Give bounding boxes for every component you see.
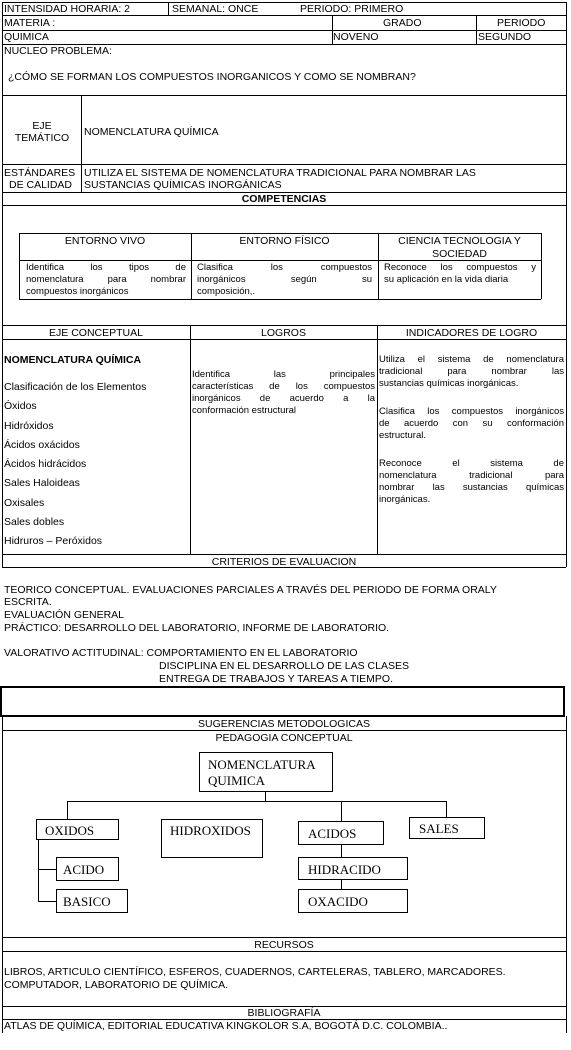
- eje-conceptual-header: EJE CONCEPTUAL: [49, 327, 143, 339]
- indicador-3-line: Reconoce el sistema de: [379, 458, 564, 469]
- valorativo-3: ENTREGA DE TRABAJOS Y TAREAS A TIEMPO.: [159, 673, 393, 685]
- node-sales: SALES: [409, 817, 485, 839]
- rule: [2, 325, 566, 326]
- estandares-line-1: UTILIZA EL SISTEMA DE NOMENCLATURA TRADICIONAL PARA NOMBRAR LAS: [84, 167, 476, 179]
- rule: [19, 260, 541, 261]
- semanal: SEMANAL: ONCE: [172, 3, 259, 15]
- indicador-1-line: Utiliza el sistema de nomenclatura: [379, 354, 564, 365]
- recursos-line-2: COMPUTADOR, LABORATORIO DE QUÍMICA.: [4, 979, 229, 991]
- connector: [38, 901, 56, 902]
- indicador-2-line: Clasifica los compuestos inorgánicos: [379, 406, 564, 417]
- recursos-title: RECURSOS: [254, 939, 314, 951]
- rule: [19, 233, 541, 234]
- rule: [566, 95, 567, 325]
- logros-line: inorgánicos de acuerdo a la: [192, 393, 375, 404]
- rule: [2, 2, 3, 95]
- concept-map-root: [199, 752, 333, 792]
- entorno-vivo-line: nomenclatura para nombrar: [26, 274, 186, 285]
- nucleo-label: NUCLEO PROBLEMA:: [4, 45, 112, 57]
- competencias-title: COMPETENCIAS: [241, 193, 327, 205]
- cts-line: su aplicación en la vida diaria: [384, 274, 509, 285]
- estandares-label-1: ESTÁNDARES: [4, 167, 76, 179]
- practico: PRÁCTICO: DESARROLLO DEL LABORATORIO, INFORME DE LABORATORIO.: [4, 622, 390, 634]
- cts-header-1: CIENCIA TECNOLOGIA Y: [398, 235, 521, 247]
- rule: [2, 937, 566, 938]
- intensidad-horaria: INTENSIDAD HORARIA: 2: [4, 3, 131, 15]
- estandares-line-2: SUSTANCIAS QUÍMICAS INORGÁNICAS: [84, 179, 282, 191]
- estandares-label-2: DE CALIDAD: [9, 179, 73, 191]
- concept-item: Clasificación de los Elementos: [4, 381, 147, 393]
- rule: [2, 205, 566, 206]
- rule: [2, 339, 566, 340]
- concept-item: Óxidos: [4, 400, 37, 412]
- logros-header: LOGROS: [261, 327, 306, 339]
- valorativo-2: DISCIPLINA EN EL DESARROLLO DE LAS CLASES: [159, 660, 409, 672]
- entorno-vivo-line: compuestos inorgánicos: [26, 286, 129, 297]
- teorico-line-2: ESCRITA.: [4, 596, 52, 608]
- node-oxidos: OXIDOS: [36, 819, 119, 840]
- concept-item: Sales Haloideas: [4, 477, 80, 489]
- rule: [566, 716, 567, 1033]
- concept-item: Oxisales: [4, 497, 45, 509]
- rule: [566, 325, 567, 567]
- entorno-fisico-line: composición,.: [197, 286, 256, 297]
- indicador-1-line: tradicional para nombrar las: [379, 366, 564, 377]
- indicadores-header: INDICADORES DE LOGRO: [405, 327, 538, 339]
- rule: [563, 686, 565, 716]
- eje-value: NOMENCLATURA QUÍMICA: [84, 126, 219, 138]
- valorativo: VALORATIVO ACTITUDINAL: COMPORTAMIENTO EN EL LABORATORIO: [4, 647, 358, 659]
- node-acidos: ACIDOS: [298, 821, 384, 845]
- eje-label-1: EJE: [32, 120, 52, 132]
- teorico-line-1: TEORICO CONCEPTUAL. EVALUACIONES PARCIALES A TRAVÉS DEL PERIODO DE FORMA ORALY: [4, 584, 497, 596]
- connector: [67, 801, 68, 819]
- cts-line: Reconoce los compuestos y: [384, 262, 536, 273]
- connector: [341, 801, 342, 821]
- materia-label: MATERIA :: [4, 17, 56, 29]
- indicador-3-line: nomenclatura tradicional para: [379, 470, 564, 481]
- indicador-3-line: nombrar las sustancias químicas: [379, 482, 564, 493]
- concept-item: Sales dobles: [4, 516, 65, 528]
- entorno-fisico-line: Clasifica los compuestos: [197, 262, 372, 273]
- connector: [341, 845, 342, 857]
- indicador-2-line: estructural.: [379, 430, 426, 441]
- rule: [566, 2, 567, 95]
- rule: [2, 686, 564, 688]
- bibliografia-line-1: ATLAS DE QUÍMICA, EDITORIAL EDUCATIVA KINGKOLOR S.A, BOGOTÁ D.C. COLOMBIA..: [4, 1020, 448, 1032]
- periodo-label: PERIODO: PRIMERO: [300, 3, 404, 15]
- logros-line: Identifica las principales: [192, 369, 375, 380]
- periodo-value: SEGUNDO: [478, 31, 532, 43]
- connector: [67, 801, 447, 802]
- connector: [265, 791, 266, 801]
- evaluacion-general: EVALUACIÓN GENERAL: [4, 609, 125, 621]
- node-hidracido: HIDRACIDO: [298, 857, 408, 880]
- indicador-1-line: sustancias químicas inorgánicas.: [379, 378, 519, 389]
- rule: [541, 233, 542, 299]
- connector: [341, 880, 342, 889]
- rule: [2, 730, 566, 731]
- rule: [0, 715, 565, 717]
- rule: [476, 15, 477, 44]
- grado-label: GRADO: [383, 17, 422, 29]
- entorno-fisico-header: ENTORNO FÍSICO: [239, 235, 330, 247]
- node-acido: ACIDO: [56, 857, 119, 881]
- indicador-2-line: de acuerdo con su conformación: [379, 418, 564, 429]
- entorno-fisico-line: inorgánicos según su: [197, 274, 372, 285]
- criterios-title: CRITERIOS DE EVALUACION: [211, 556, 357, 568]
- connector: [38, 869, 56, 870]
- concept-item: Ácidos hidrácidos: [4, 458, 87, 470]
- root-line-1: NOMENCLATURA: [208, 757, 316, 772]
- rule: [2, 554, 566, 555]
- indicador-3-line: inorgánicas.: [379, 494, 431, 505]
- rule: [2, 716, 3, 1033]
- materia-value: QUIMICA: [4, 31, 49, 43]
- rule: [190, 325, 191, 554]
- entorno-vivo-header: ENTORNO VIVO: [64, 235, 146, 247]
- node-oxacido: OXACIDO: [298, 889, 408, 913]
- logros-line: conformación estructural: [192, 405, 297, 416]
- grado-value: NOVENO: [333, 31, 379, 43]
- conceptual-title: NOMENCLATURA QUÍMICA: [4, 354, 142, 366]
- bibliografia-title: BIBLIOGRAFÍA: [247, 1007, 321, 1019]
- entorno-vivo-line: Identifica los tipos de: [26, 262, 186, 273]
- rule: [19, 299, 541, 300]
- rule: [2, 15, 566, 16]
- concept-item: Ácidos oxácidos: [4, 439, 80, 451]
- nucleo-question: ¿CÓMO SE FORMAN LOS COMPUESTOS INORGANICOS Y COMO SE NOMBRAN?: [8, 71, 416, 83]
- cts-header-2: SOCIEDAD: [432, 248, 487, 260]
- rule: [168, 2, 169, 15]
- rule: [377, 325, 378, 554]
- rule: [2, 95, 566, 96]
- eje-label-2: TEMÁTICO: [14, 132, 70, 144]
- rule: [2, 325, 3, 567]
- sugerencias-title: SUGERENCIAS METODOLOGICAS: [198, 718, 370, 730]
- recursos-line-1: LIBROS, ARTICULO CIENTÍFICO, ESFEROS, CUADERNOS, CARTELERAS, TABLERO, MARCADORES.: [4, 966, 506, 978]
- logros-line: características de los compuestos: [192, 381, 375, 392]
- connector: [446, 801, 447, 817]
- rule: [0, 686, 2, 716]
- rule: [2, 164, 566, 165]
- concept-item: Hidróxidos: [4, 420, 54, 432]
- node-basico: BASICO: [56, 889, 128, 913]
- concept-item: Hidruros – Peróxidos: [4, 535, 103, 547]
- connector: [38, 839, 39, 901]
- periodo-column-label: PERIODO: [497, 17, 546, 29]
- root-line-2: QUIMICA: [208, 773, 266, 788]
- pedagogia-subtitle: PEDAGOGIA CONCEPTUAL: [215, 732, 353, 744]
- node-hidroxidos: HIDROXIDOS: [161, 819, 263, 858]
- rule: [2, 951, 566, 952]
